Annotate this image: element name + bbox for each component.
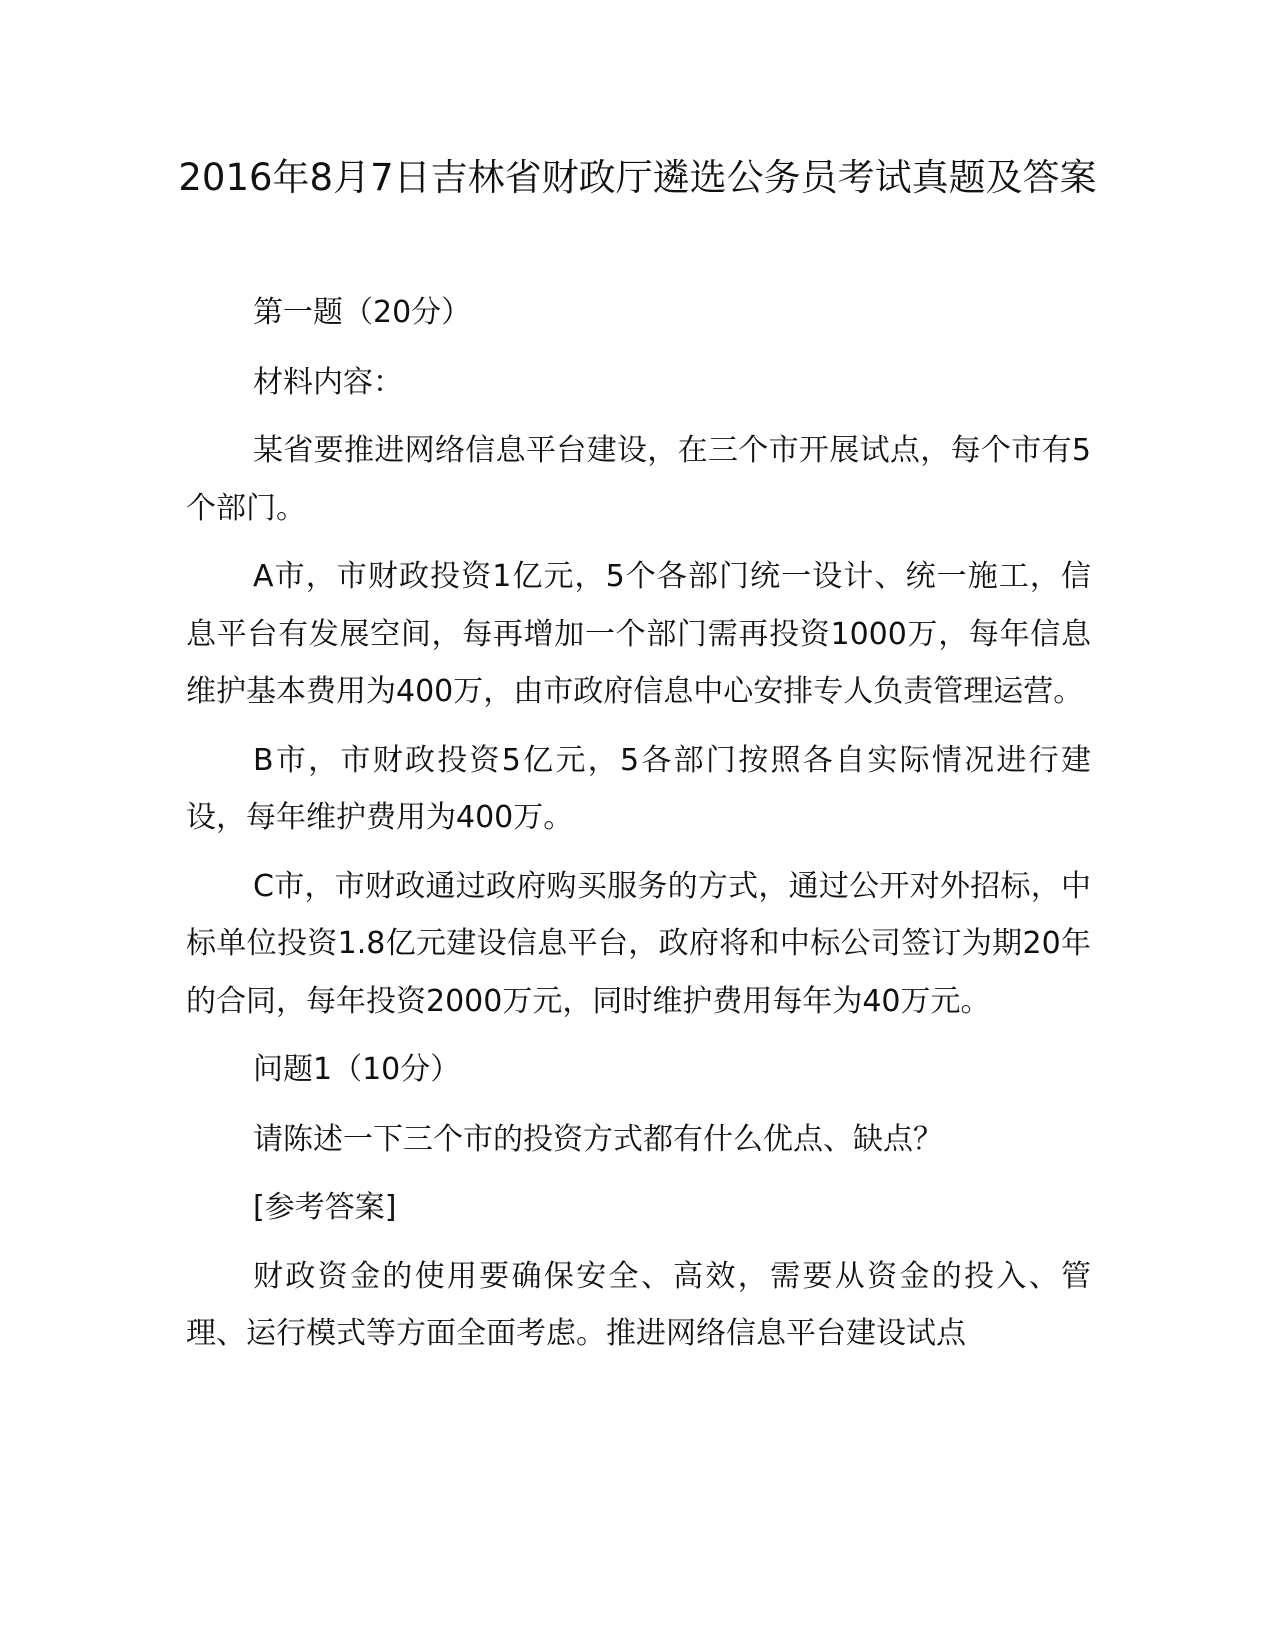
reference-answer-label: [参考答案] xyxy=(253,1190,397,1225)
question-1-heading: 问题1（10分） xyxy=(253,1052,461,1087)
city-b-paragraph: B市，市财政投资5亿元，5各部门按照各自实际情况进行建设，每年维护费用为400万。 xyxy=(186,742,1091,835)
city-c-paragraph: C市，市财政通过政府购买服务的方式，通过公开对外招标，中标单位投资1.8亿元建设信息平台，政府将和中标公司签订为期20年的合同，每年投资2000万元，同时维护费用每年为40万元。 xyxy=(186,868,1091,1019)
document-body xyxy=(186,284,1091,1374)
question-1-text: 请陈述一下三个市的投资方式都有什么优点、缺点？ xyxy=(253,1121,943,1157)
question-heading: 第一题（20分） xyxy=(253,295,472,330)
material-label: 材料内容： xyxy=(253,364,403,400)
material-paragraph: 某省要推进网络信息平台建设，在三个市开展试点，每个市有5个部门。 xyxy=(186,433,1091,526)
document-title: 2016年8月7日吉林省财政厅遴选公务员考试真题及答案 xyxy=(178,156,1097,199)
answer-paragraph: 财政资金的使用要确保安全、高效，需要从资金的投入、管理、运行模式等方面全面考虑。推进网络信息平台建设试点 xyxy=(186,1258,1091,1351)
city-a-paragraph: A市，市财政投资1亿元，5个各部门统一设计、统一施工，信息平台有发展空间，每再增加一个部门需再投资1000万，每年信息维护基本费用为400万，由市政府信息中心安排专人负责管理运营。 xyxy=(186,559,1091,709)
